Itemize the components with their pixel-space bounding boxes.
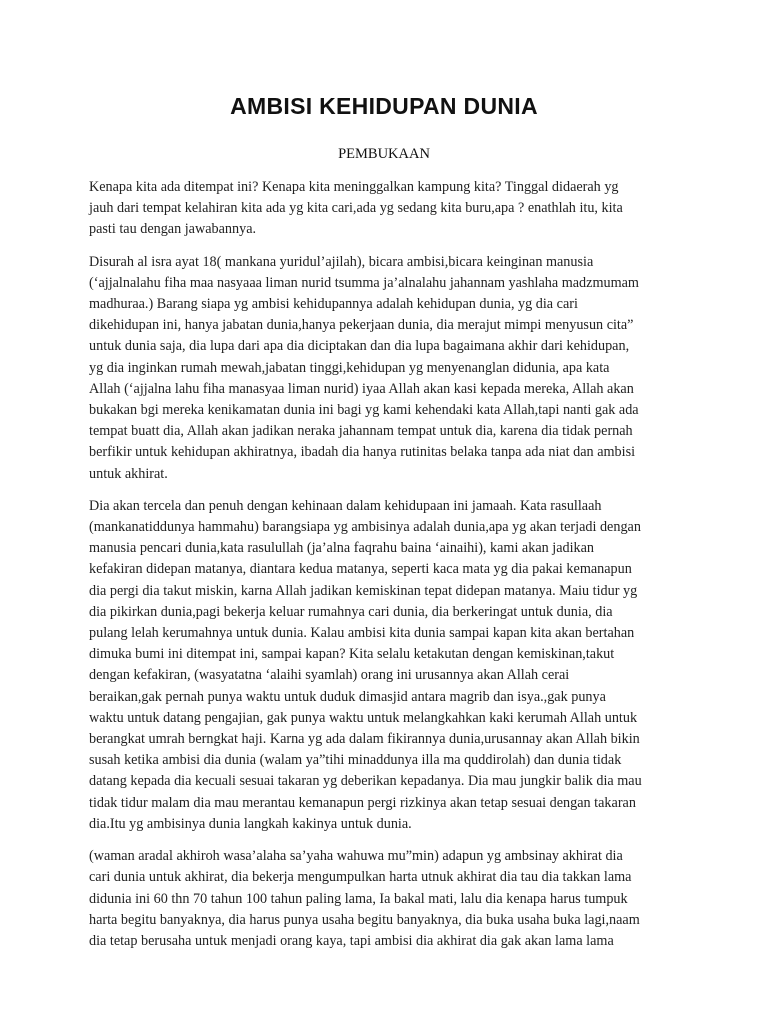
paragraph bbox=[89, 846, 685, 952]
paragraph-line: dikehidupan ini, hanya jabatan dunia,hanya pekerjaan dunia, dia merajut mimpi menyusun cita” bbox=[89, 317, 634, 334]
paragraph-line: dia pikirkan dunia,pagi bekerja keluar rumahnya cari dunia, dia berkeringat untuk dunia, dia bbox=[89, 603, 613, 620]
paragraph-line: Disurah al isra ayat 18( mankana yuridul’ajilah), bicara ambisi,bicara keinginan manusia bbox=[89, 253, 594, 270]
paragraph-line: untuk akhirat. bbox=[89, 465, 168, 482]
paragraph-line: dia tetap berusaha untuk menjadi orang kaya, tapi ambisi dia akhirat dia gak akan lama lama bbox=[89, 932, 614, 949]
paragraph bbox=[89, 177, 685, 241]
paragraph-line: pasti tau dengan jawabannya. bbox=[89, 221, 257, 238]
paragraph-line: Kenapa kita ada ditempat ini? Kenapa kita meninggalkan kampung kita? Tinggal didaerah yg bbox=[89, 179, 619, 195]
paragraph bbox=[89, 252, 685, 485]
paragraph-line: berangkat umrah berngkat haji. Karna yg ada dalam fikirannya dunia,urusannay akan Allah bikin bbox=[89, 731, 640, 748]
paragraph-line: jauh dari tempat kelahiran kita ada yg kita cari,ada yg sedang kita buru,apa ? enathlah itu, kita bbox=[89, 200, 623, 217]
paragraph-line: bukakan bgi mereka kenikamatan dunia ini bagi yg kami kehendaki kata Allah,tapi nanti gak ada bbox=[89, 402, 639, 419]
paragraph-line: datang kepada dia kecuali sesuai takaran yg deberikan kepadanya. Dia mau jungkir balik dia mau bbox=[89, 773, 642, 790]
paragraph-line: dia.Itu yg ambisinya dunia langkah kakinya untuk dunia. bbox=[89, 815, 412, 832]
paragraph-line: Dia akan tercela dan penuh dengan kehinaan dalam kehidupaan ini jamaah. Kata rasullaah bbox=[89, 497, 602, 514]
paragraph-line: Allah (‘ajjalna lahu fiha manasyaa liman nurid) iyaa Allah akan kasi kepada mereka, Allah akan bbox=[89, 380, 634, 397]
paragraph-line: (‘ajjalnalahu fiha maa nasyaaa liman nurid tsumma ja’alnalahu jahannam yashlaha madzmumam bbox=[89, 274, 639, 291]
paragraph-line: dimuka bumi ini ditempat ini, sampai kapan? Kita selalu ketakutan dengan kemiskinan,takut bbox=[89, 646, 615, 663]
paragraph-line: madhuraa.) Barang siapa yg ambisi kehidupannya adalah kehidupan dunia, yg dia cari bbox=[89, 296, 578, 313]
paragraph-line: (mankanatiddunya hammahu) barangsiapa yg ambisinya adalah dunia,apa yg akan terjadi dengan bbox=[89, 519, 641, 536]
paragraph-line: waktu untuk datang pengajian, gak punya waktu untuk melangkahkan kaki kerumah Allah untuk bbox=[89, 709, 638, 726]
paragraph-line: susah ketika ambisi dia dunia (walam ya”tihi minaddunya illa ma quddirolah) dan dunia tidak bbox=[89, 752, 622, 769]
paragraph-line: untuk dunia saja, dia lupa dari apa dia diciptakan dan dia lupa bagaimana akhir dari kehidupan, bbox=[89, 338, 630, 355]
paragraph-line: berfikir untuk kehidupan akhiratnya, ibadah dia hanya rutinitas belaka tanpa ada niat dan ambisi bbox=[89, 444, 636, 461]
paragraph-line: (waman aradal akhiroh wasa’alaha sa’yaha wahuwa mu”min) adapun yg ambsinay akhirat dia bbox=[89, 848, 623, 865]
paragraph-line: didunia ini 60 thn 70 tahun 100 tahun paling lama, Ia bakal mati, lalu dia kenapa harus tumpuk bbox=[89, 890, 628, 907]
paragraph-line: tempat buatt dia, Allah akan jadikan neraka jahannam tempat untuk dia, karena dia tidak pernah bbox=[89, 423, 633, 440]
paragraph-line: dengan kefakiran, (wasyatatna ‘alaihi syamlah) orang ini urusannya akan Allah cerai bbox=[89, 667, 570, 684]
paragraph-line: manusia pencari dunia,kata rasulullah (ja’alna faqrahu baina ‘ainaihi), kami akan jadikan bbox=[89, 540, 595, 557]
section-heading: PEMBUKAAN bbox=[338, 146, 430, 162]
paragraph-line: pulang lelah kerumahnya untuk dunia. Kalau ambisi kita dunia sampai kapan kita akan bertahan bbox=[89, 625, 635, 642]
paragraph bbox=[89, 496, 685, 835]
document-body bbox=[89, 177, 685, 963]
paragraph-line: kefakiran didepan matanya, diantara kedua matanya, seperti kaca mata yg dia pakai kemanapun bbox=[89, 561, 632, 578]
paragraph-line: yg dia inginkan rumah mewah,jabatan tinggi,kehidupan yg menyenanglan didunia, apa kata bbox=[89, 359, 610, 376]
paragraph-line: tidak tidur malam dia mau merantau kemanapun pergi rizkinya akan tetap sesuai dengan takaran bbox=[89, 794, 636, 811]
paragraph-line: harta begitu banyaknya, dia harus punya usaha begitu banyaknya, dia buka usaha buka lagi,naam bbox=[89, 911, 640, 928]
paragraph-line: cari dunia untuk akhirat, dia bekerja mengumpulkan harta utnuk akhirat dia tau dia takkan lama bbox=[89, 869, 632, 886]
document-title: AMBISI KEHIDUPAN DUNIA bbox=[230, 93, 538, 119]
paragraph-line: beraikan,gak pernah punya waktu untuk duduk dimasjid antara magrib dan isya.,gak punya bbox=[89, 688, 606, 705]
paragraph-line: dia pergi dia takut miskin, karna Allah jadikan kemiskinan tepat didepan matanya. Maiu tidur yg bbox=[89, 582, 638, 599]
